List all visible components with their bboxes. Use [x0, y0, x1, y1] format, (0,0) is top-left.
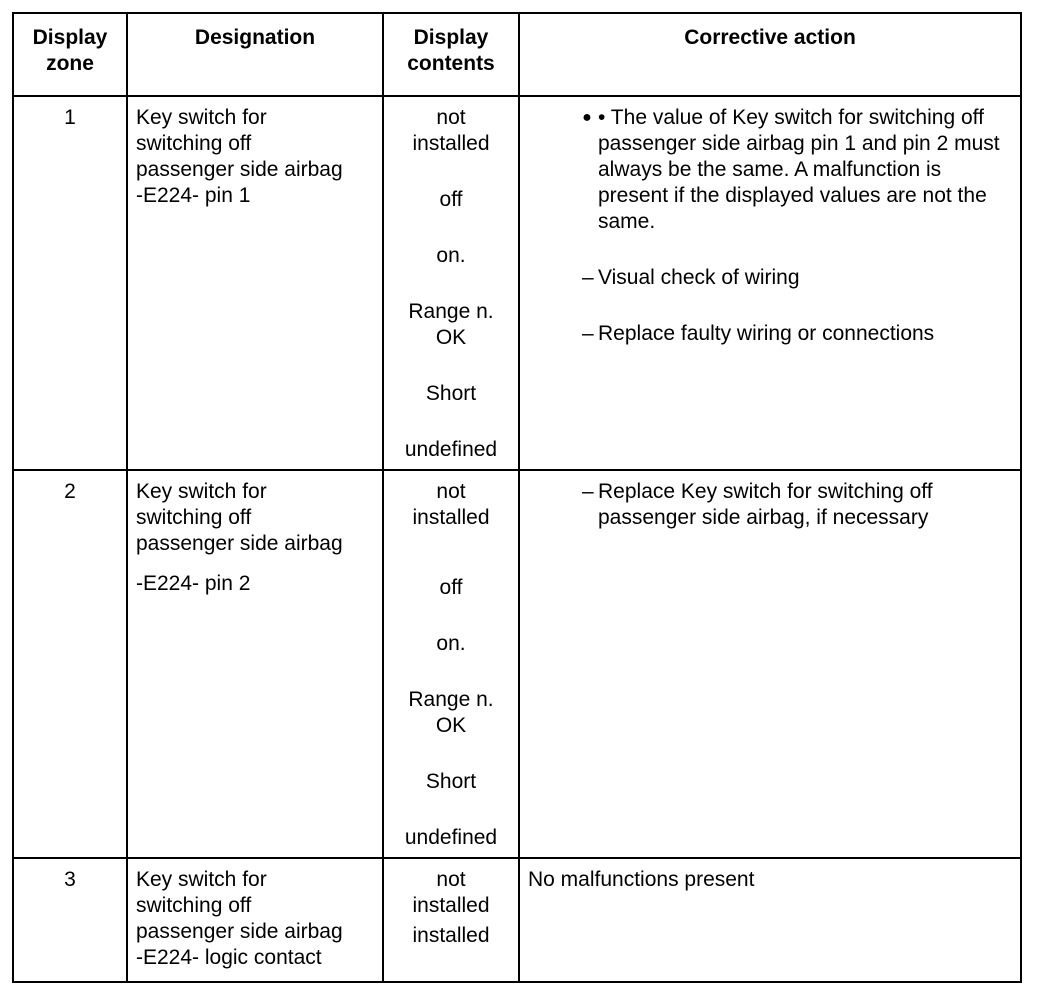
header-corrective-action: Corrective action	[519, 13, 1021, 96]
bullet-item	[576, 105, 1010, 235]
designation-line: -E224- logic contact	[136, 946, 322, 969]
designation-line: switching off	[136, 894, 252, 917]
zone-cell: 2	[13, 470, 127, 858]
designation-line: Key switch for	[136, 106, 267, 129]
dash-icon: –	[582, 480, 594, 503]
contents-cell	[383, 858, 519, 982]
content-value: undefined	[404, 826, 498, 849]
dash-text: Replace Key switch for switching off passenger side airbag, if necessary	[598, 480, 933, 529]
table-row	[13, 96, 1021, 470]
content-value: Range n. OK	[408, 688, 494, 737]
dash-text: Visual check of wiring	[598, 266, 800, 289]
header-row	[13, 13, 1021, 96]
designation-line: Key switch for	[136, 480, 267, 503]
designation-line: passenger side airbag	[136, 920, 343, 943]
zone-cell: 3	[13, 858, 127, 982]
designation-line: -E224- pin 1	[136, 184, 251, 207]
content-value: not installed	[412, 868, 490, 917]
content-value: Short	[425, 770, 477, 793]
action-cell	[519, 858, 1021, 982]
contents-cell	[383, 96, 519, 470]
dash-text: Replace faulty wiring or connections	[598, 322, 935, 345]
action-text: No malfunctions present	[528, 868, 755, 891]
content-value: Short	[425, 382, 477, 405]
header-display-contents: Display contents	[383, 13, 519, 96]
action-cell	[519, 96, 1021, 470]
designation-line: switching off	[136, 506, 252, 529]
table-row	[13, 470, 1021, 858]
action-cell	[519, 470, 1021, 858]
contents-cell	[383, 470, 519, 858]
content-value: Range n. OK	[408, 300, 494, 349]
content-value: not installed	[412, 480, 490, 529]
designation-line: Key switch for	[136, 868, 267, 891]
content-value: not installed	[412, 106, 490, 155]
designation-cell	[127, 470, 383, 858]
content-value: on.	[436, 244, 466, 267]
header-designation: Designation	[127, 13, 383, 96]
designation-cell	[127, 858, 383, 982]
designation-cell	[127, 96, 383, 470]
dash-item	[582, 321, 1010, 347]
content-value: on.	[436, 632, 466, 655]
header-display-zone: Display zone	[13, 13, 127, 96]
designation-line: passenger side airbag	[136, 532, 343, 555]
dash-item	[582, 265, 1010, 291]
content-value: off	[439, 576, 463, 599]
designation-line: -E224- pin 2	[136, 572, 251, 595]
bullet-text: • The value of Key switch for switching off passenger side airbag pin 1 and pin 2 must always be the same. A malfunction is present if the displayed values are not the same.	[598, 106, 1000, 233]
designation-line: switching off	[136, 132, 252, 155]
content-value: installed	[412, 924, 490, 947]
diagnostic-table	[12, 12, 1022, 983]
content-value: off	[439, 188, 463, 211]
bullet-icon: ●	[582, 109, 592, 126]
designation-line: passenger side airbag	[136, 158, 343, 181]
dash-icon: –	[582, 266, 594, 289]
dash-item	[582, 479, 1010, 531]
dash-icon: –	[582, 322, 594, 345]
zone-cell: 1	[13, 96, 127, 470]
table-row	[13, 858, 1021, 982]
content-value: undefined	[404, 438, 498, 461]
